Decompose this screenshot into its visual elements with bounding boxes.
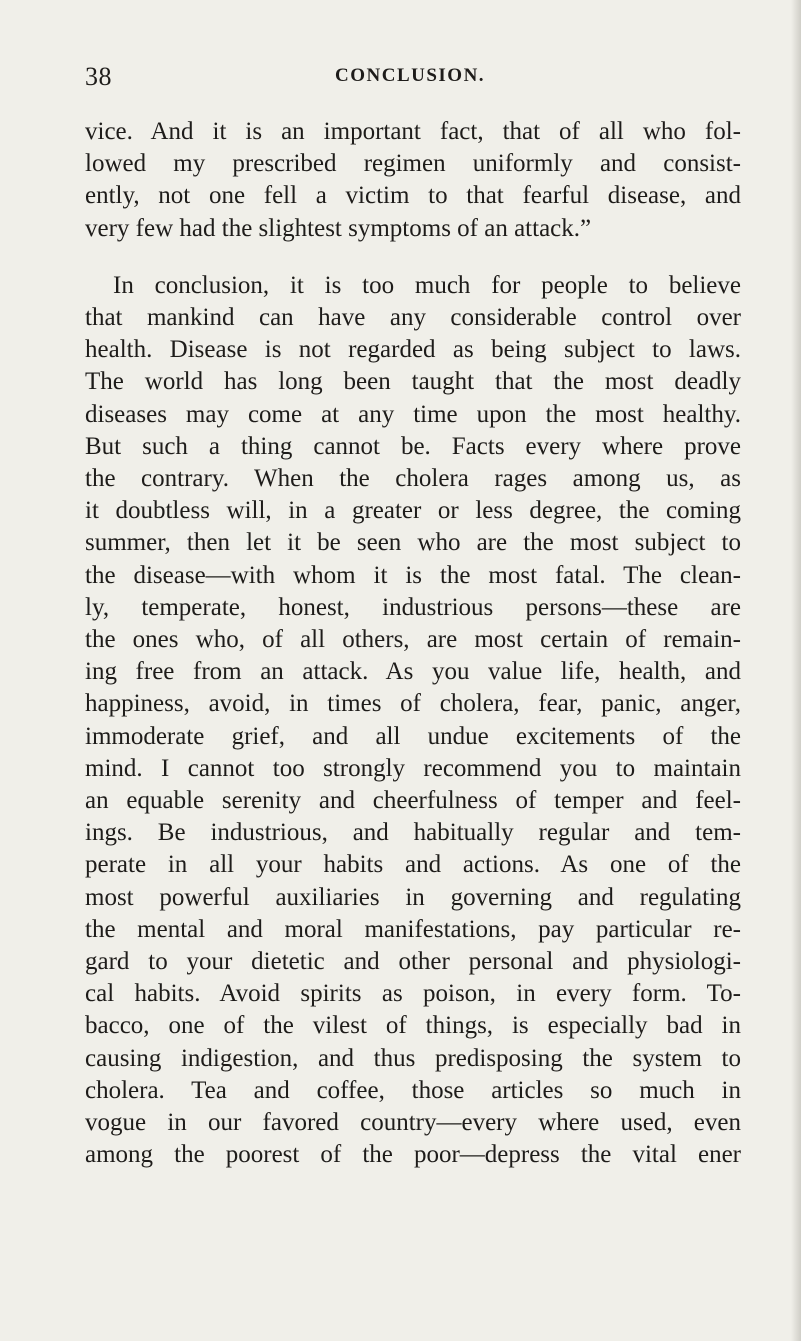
text-line: summer, then let it be seen who are the most subject to: [85, 529, 741, 557]
running-head: [85, 62, 741, 92]
text-line: mind. I cannot too strongly recommend you to maintain: [85, 754, 741, 782]
text-line: cholera. Tea and coffee, those articles so much in: [85, 1076, 741, 1104]
text-line: gard to your dietetic and other personal and physiologi-: [85, 948, 741, 976]
text-line: ently, not one fell a victim to that fearful disease, and: [85, 182, 741, 210]
text-line: health. Disease is not regarded as being subject to laws.: [85, 336, 741, 364]
page-edge-shadow: [791, 0, 801, 1341]
text-line: But such a thing cannot be. Facts every where prove: [85, 432, 741, 460]
page-number: 38: [85, 62, 112, 91]
text-line: the contrary. When the cholera rages among us, as: [85, 465, 741, 493]
paragraph-gap: [85, 245, 741, 270]
text-line: ing free from an attack. As you value life, health, and: [85, 658, 741, 686]
text-line: very few had the slightest symptoms of an attack.”: [85, 214, 592, 242]
text-line: perate in all your habits and actions. As one of the: [85, 851, 741, 879]
text-line: diseases may come at any time upon the most healthy.: [85, 400, 741, 428]
text-line: most powerful auxiliaries in governing and regulating: [85, 883, 741, 911]
text-line: vogue in our favored country—every where used, even: [85, 1109, 741, 1137]
text-line: that mankind can have any considerable control over: [85, 304, 741, 332]
body-text: [85, 116, 741, 1172]
text-line: immoderate grief, and all undue excitements of the: [85, 722, 741, 750]
text-line: among the poorest of the poor—depress the vital ener: [85, 1141, 741, 1169]
text-line: an equable serenity and cheerfulness of temper and feel-: [85, 787, 741, 815]
chapter-title: CONCLUSION.: [335, 65, 486, 86]
text-line: the mental and moral manifestations, pay particular re-: [85, 915, 741, 943]
text-line: The world has long been taught that the most deadly: [85, 368, 741, 396]
text-line: the disease—with whom it is the most fatal. The clean-: [85, 561, 741, 589]
text-line: ings. Be industrious, and habitually regular and tem-: [85, 819, 741, 847]
text-line: it doubtless will, in a greater or less degree, the coming: [85, 497, 741, 525]
text-line: cal habits. Avoid spirits as poison, in every form. To-: [85, 980, 741, 1008]
text-line: In conclusion, it is too much for people to believe: [113, 271, 741, 299]
text-line: causing indigestion, and thus predisposing the system to: [85, 1044, 741, 1072]
text-line: vice. And it is an important fact, that of all who fol-: [85, 118, 741, 145]
text-line: bacco, one of the vilest of things, is especially bad in: [85, 1012, 741, 1040]
text-line: ly, temperate, honest, industrious persons—these are: [85, 593, 741, 621]
text-line: the ones who, of all others, are most certain of remain-: [85, 626, 741, 654]
text-line: happiness, avoid, in times of cholera, fear, panic, anger,: [85, 690, 741, 718]
text-line: lowed my prescribed regimen uniformly and consist-: [85, 150, 741, 178]
